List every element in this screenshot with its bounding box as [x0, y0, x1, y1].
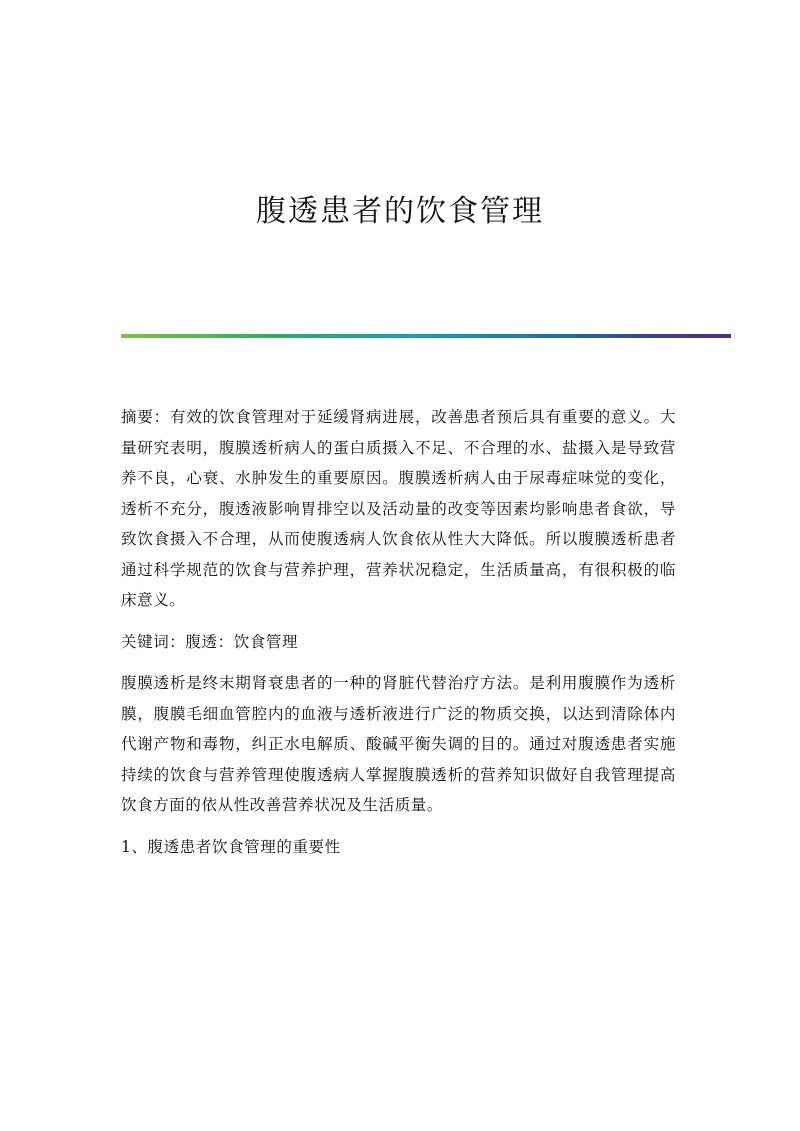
abstract-paragraph: 摘要：有效的饮食管理对于延缓肾病进展，改善患者预后具有重要的意义。大量研究表明，腹膜透析病人的蛋白质摄入不足、不合理的水、盐摄入是导致营养不良，心衰、水肿发生的重要原因。腹膜透析病人由于尿毒症味觉的变化，透析不充分，腹透液影响胃排空以及活动量的改变等因素均影响患者食欲，导致饮食摄入不合理，从而使腹透病人饮食依从性大大降低。所以腹膜透析患者通过科学规范的饮食与营养护理，营养状况稳定，生活质量高，有很积极的临床意义。 [121, 408, 676, 609]
section-heading: 1、腹透患者饮食管理的重要性 [121, 837, 341, 856]
document-title: 腹透患者的饮食管理 [256, 194, 544, 229]
document-body [121, 402, 676, 862]
title-divider [121, 334, 731, 338]
keywords-line: 关键词：腹透：饮食管理 [121, 632, 299, 651]
intro-paragraph: 腹膜透析是终末期肾衰患者的一种的肾脏代替治疗方法。是利用腹膜作为透析膜，腹膜毛细血管腔内的血液与透析液进行广泛的物质交换，以达到清除体内代谢产物和毒物，纠正水电解质、酸碱平衡失调的目的。通过对腹透患者实施持续的饮食与营养管理使腹透病人掌握腹膜透析的营养知识做好自我管理提高饮食方面的依从性改善营养状况及生活质量。 [121, 674, 676, 814]
